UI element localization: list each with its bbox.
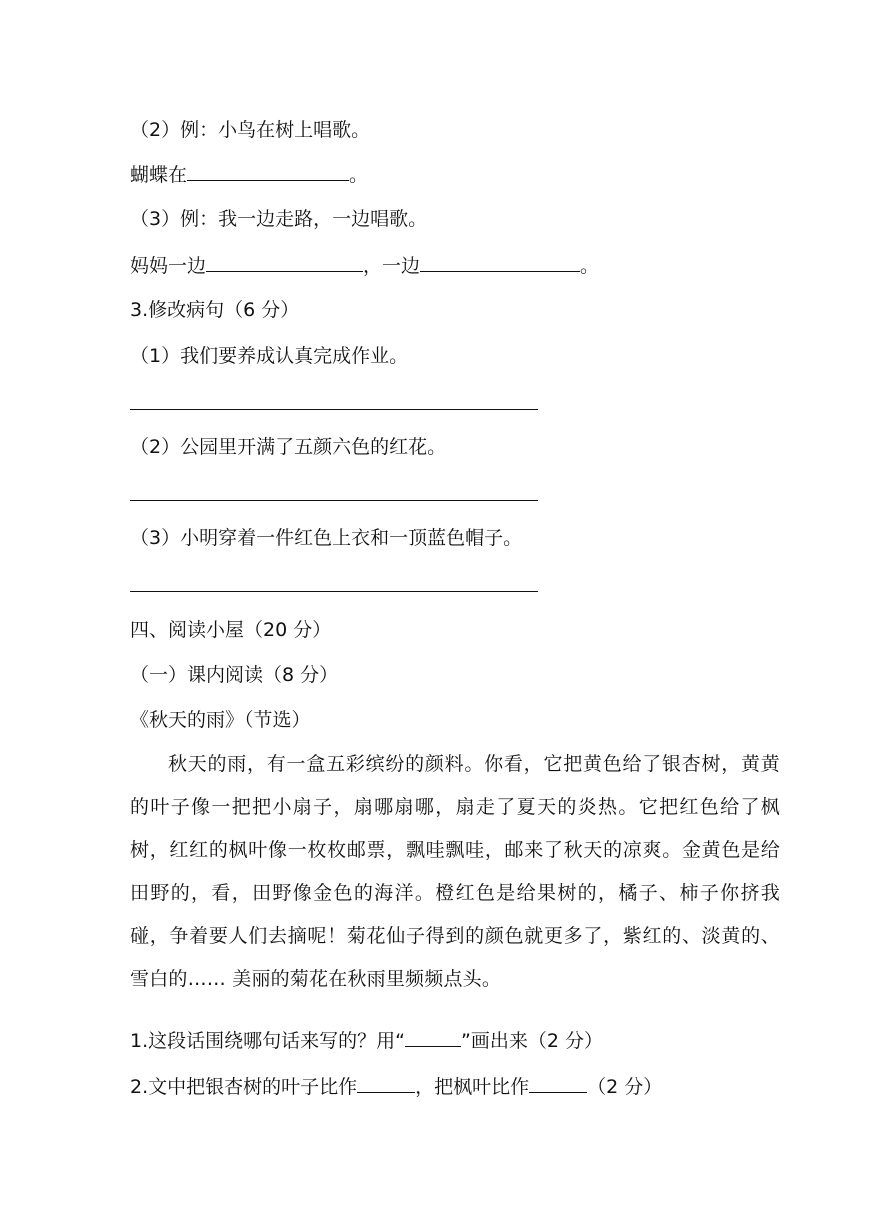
- ex3-answer-blank-1[interactable]: [206, 253, 363, 272]
- ex2-answer-blank[interactable]: [187, 162, 349, 181]
- passage-text: 秋天的雨，有一盒五彩缤纷的颜料。你看，它把黄色给了银杏树，黄黄的叶子像一把把小扇子，扇哪扇哪，扇走了夏天的炎热。它把红色给了枫树，红红的枫叶像一枚枚邮票，飘哇飘哇，邮来了秋天的凉爽。金黄色是给田野的，看，田野像金色的海洋。橙红色是给果树的，橘子、柿子你挤我碰，争着要人们去摘呢！菊花仙子得到的颜色就更多了，紫红的、淡黄的、雪白的…… 美丽的菊花在秋雨里频频点头。: [130, 753, 780, 990]
- question-1: [130, 1028, 603, 1053]
- ex3-answer-suffix: 。: [580, 255, 600, 277]
- question-1-prefix: 1.这段话围绕哪句话来写的？用“: [130, 1030, 405, 1052]
- section3-answer-line-1[interactable]: [130, 409, 538, 410]
- section3-item-1: （1）我们要养成认真完成作业。: [130, 345, 409, 367]
- ex3-answer-blank-2[interactable]: [420, 253, 580, 272]
- ex2-answer-suffix: 。: [349, 164, 369, 186]
- question-1-suffix: ”画出来（2 分）: [460, 1030, 603, 1052]
- section3-answer-line-2[interactable]: [130, 500, 538, 501]
- ex3-answer-middle: ，一边: [363, 255, 421, 277]
- ex3-prompt: （3）例：我一边走路，一边唱歌。: [130, 208, 428, 230]
- ex2-answer-line: [130, 162, 368, 187]
- question-2-blank-1[interactable]: [357, 1074, 415, 1093]
- ex2-answer-prefix: 蝴蝶在: [130, 164, 188, 186]
- section3-answer-line-3[interactable]: [130, 591, 538, 592]
- ex2-prompt: （2）例：小鸟在树上唱歌。: [130, 119, 371, 141]
- question-2: [130, 1074, 662, 1099]
- section4-sub1: （一）课内阅读（8 分）: [130, 664, 339, 686]
- passage-title: 《秋天的雨》（节选）: [130, 709, 311, 731]
- ex3-answer-prefix: 妈妈一边: [130, 255, 207, 277]
- question-2-blank-2[interactable]: [529, 1074, 587, 1093]
- ex3-answer-line: [130, 253, 599, 278]
- question-2-middle: ，把枫叶比作: [415, 1076, 530, 1098]
- section3-item-3: （3）小明穿着一件红色上衣和一顶蓝色帽子。: [130, 527, 523, 549]
- section3-item-2: （2）公园里开满了五颜六色的红花。: [130, 436, 447, 458]
- question-1-mark-sample: [405, 1028, 461, 1047]
- section4-title: 四、阅读小屋（20 分）: [130, 619, 332, 641]
- section3-title: 3.修改病句（6 分）: [130, 299, 300, 321]
- question-2-prefix: 2.文中把银杏树的叶子比作: [130, 1076, 358, 1098]
- question-2-suffix: （2 分）: [587, 1076, 663, 1098]
